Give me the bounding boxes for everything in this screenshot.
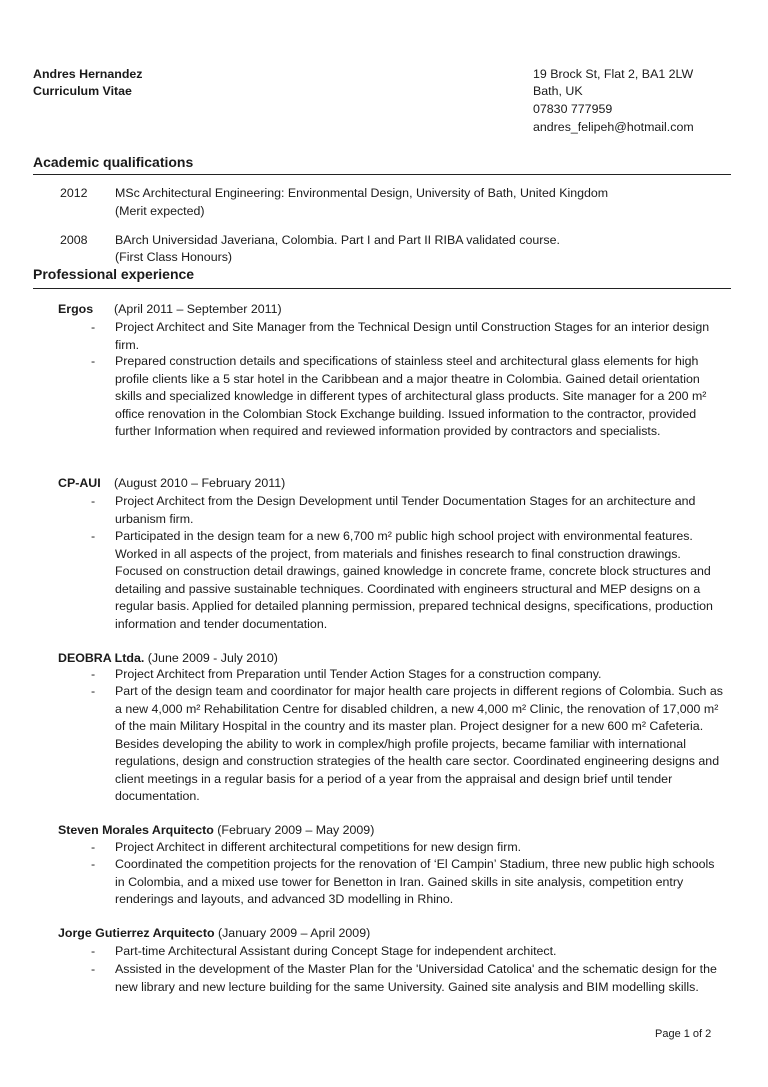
job-header [58, 925, 370, 943]
company-name: Steven Morales Arquitecto [58, 823, 214, 837]
job-dates: (January 2009 – April 2009) [217, 926, 371, 940]
job-bullet: Part-time Architectural Assistant during Concept Stage for independent architect. [115, 944, 557, 958]
company-name: DEOBRA Ltda. [58, 651, 145, 665]
bullet-dash: - [91, 494, 96, 508]
bullet-dash: - [91, 667, 96, 681]
job-bullet: Participated in the design team for a new 6,700 m² public high school project with environmental features. Worked in all aspects of the project, from materials and finishes research to final construction drawings. Focused on construction detail drawings, gained knowledge in concrete frame, concrete block structures and detailing and passive sustainable techniques. Coordinated with engineers structural and MEP designs on a regular basis. Applied for detailed planning permission, prepared technical designs, specifications, production information and tender documentation. [115, 529, 713, 631]
job-dates: (August 2010 – February 2011) [114, 476, 286, 490]
job-bullet: Coordinated the competition projects for the renovation of ‘El Campin’ Stadium, three new public high schools in Colombia, and a mixed use tower for Benetton in Iran. Gained skills in site analysis, competition entry renderings and layouts, and advanced 3D modelling in Rhino. [115, 857, 715, 906]
city-line: Bath, UK [533, 84, 583, 98]
company-name: Ergos [58, 302, 94, 316]
address-line: 19 Brock St, Flat 2, BA1 2LW [533, 67, 694, 81]
candidate-name: Andres Hernandez [33, 67, 143, 81]
job-bullet: Prepared construction details and specifications of stainless steel and architectural glass elements for high profile clients like a 5 star hotel in the Caribbean and a major theatre in Colombia. Gained detail orientation skills and specialized knowledge in different types of architectural glass products. Site manager for a 200 m² office renovation in the Colombian Stock Exchange building. Issued information to the contractor, provided further Information when required and reviewed information provided by contractors and specialists. [115, 354, 707, 438]
bullet-dash: - [91, 944, 96, 958]
job-header [58, 301, 282, 319]
email-address: andres_felipeh@hotmail.com [533, 120, 694, 134]
qualification-year: 2012 [60, 186, 88, 200]
bullet-dash: - [91, 840, 96, 854]
document-title: Curriculum Vitae [33, 84, 132, 98]
job-dates: (June 2009 - July 2010) [147, 651, 278, 665]
job-bullet: Assisted in the development of the Master Plan for the 'Universidad Catolica' and the schematic design for the new library and new lecture building for the same University. Gained site analysis and BIM modelling skills. [115, 962, 717, 994]
qualification-note: (First Class Honours) [115, 250, 233, 264]
bullet-dash: - [91, 962, 96, 976]
qualification-title: MSc Architectural Engineering: Environmental Design, University of Bath, United Kingdom [115, 186, 609, 200]
bullet-dash: - [91, 320, 96, 334]
job-header [58, 475, 285, 493]
bullet-dash: - [91, 354, 96, 368]
qualification-note: (Merit expected) [115, 204, 205, 218]
company-name: Jorge Gutierrez Arquitecto [58, 926, 215, 940]
bullet-dash: - [91, 857, 96, 871]
job-bullet: Project Architect from the Design Development until Tender Documentation Stages for an architecture and urbanism firm. [115, 494, 696, 526]
section-divider [33, 174, 731, 175]
professional-heading: Professional experience [33, 266, 195, 282]
job-bullet: Project Architect and Site Manager from the Technical Design until Construction Stages for an interior design firm. [115, 320, 710, 352]
qualification-year: 2008 [60, 233, 88, 247]
qualification-title: BArch Universidad Javeriana, Colombia. Part I and Part II RIBA validated course. [115, 233, 560, 247]
bullet-dash: - [91, 684, 96, 698]
phone-number: 07830 777959 [533, 102, 613, 116]
company-name: CP-AUI [58, 476, 101, 490]
job-header [58, 650, 278, 668]
job-bullet: Project Architect in different architectural competitions for new design firm. [115, 840, 522, 854]
job-bullet: Part of the design team and coordinator for major health care projects in different regions of Colombia. Such as a new 4,000 m² Rehabilitation Centre for disabled children, a new 4,000 m² Clinic, the renovation of 17,000 m² of the main Military Hospital in the country and its master plan. Project designer for a new 600 m² Cafeteria. Besides developing the ability to work in complex/high profile projects, became familiar with international regulations, design and construction strategies of the health care sector. Coordinated engineering designs and client meetings in a regular basis for a period of a year from the appraisal and design brief until tender documentation. [115, 684, 723, 803]
job-dates: (February 2009 – May 2009) [217, 823, 375, 837]
page-number: Page 1 of 2 [655, 1028, 712, 1040]
section-divider [33, 288, 731, 289]
job-dates: (April 2011 – September 2011) [114, 302, 282, 316]
job-bullet: Project Architect from Preparation until Tender Action Stages for a construction company. [115, 667, 602, 681]
bullet-dash: - [91, 529, 96, 543]
academic-heading: Academic qualifications [33, 154, 194, 170]
job-header [58, 822, 374, 840]
